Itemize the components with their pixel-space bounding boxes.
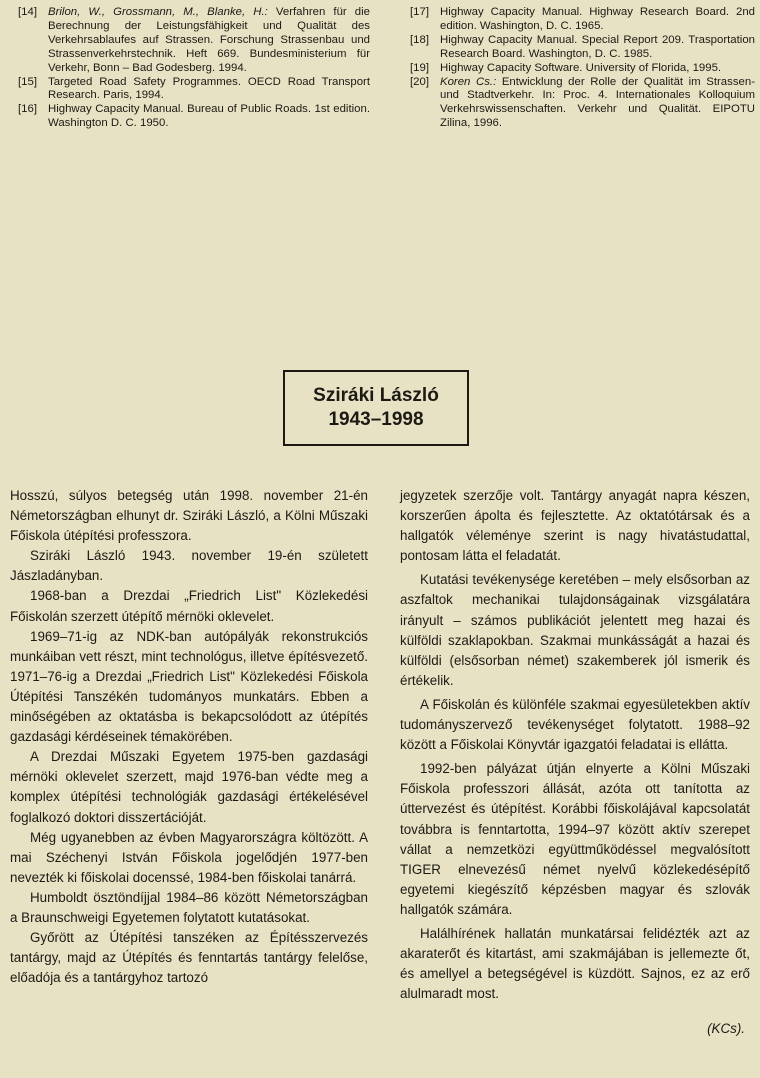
reference-item xyxy=(18,76,370,104)
paragraph: 1968-ban a Drezdai „Friedrich List" Közlekedési Főiskolán szerzett útépítő mérnöki oklevelet. xyxy=(10,588,368,624)
reference-number: [16] xyxy=(18,103,37,116)
reference-text: Entwicklung der Rolle der Qualität im Strassen- und Stadtverkehr. In: Proc. 4. Internationales Kolloquium Verkehrswissenschaften. Verkehr und Qualität. EIPOTU Zilina, 1996. xyxy=(440,75,755,130)
paragraph: Hosszú, súlyos betegség után 1998. november 21-én Németországban elhunyt dr. Sziráki László, a Kölni Műszaki Főiskola útépítési professzora. xyxy=(10,488,368,544)
references-right xyxy=(410,6,755,131)
reference-item xyxy=(410,62,755,76)
paragraph: Humboldt ösztöndíjjal 1984–86 között Németországban a Braunschweigi Egyetemen folytatott kutatásokat. xyxy=(10,889,368,925)
reference-item xyxy=(410,6,755,34)
reference-item xyxy=(410,34,755,62)
reference-number: [17] xyxy=(410,6,429,18)
reference-item xyxy=(18,6,370,76)
right-column xyxy=(400,486,750,1004)
paragraph: Halálhírének hallatán munkatársai felidézték azt az akaraterőt és kitartást, ami szakmájában is jellemezte őt, és amellyel a betegségével is küzdött. Sajnos, ez az erő alulmaradt most. xyxy=(400,925,750,1002)
reference-item xyxy=(18,103,370,131)
reference-author: Brilon, W., Grossmann, M., Blanke, H.: xyxy=(48,6,268,18)
reference-text: Highway Capacity Manual. Highway Research Board. 2nd edition. Washington, D. C. 1965. xyxy=(440,6,755,32)
reference-number: [19] xyxy=(410,61,429,74)
reference-text: Highway Capacity Manual. Special Report 209. Trasportation Research Board. Washington, D. C. 1985. xyxy=(440,33,755,60)
reference-item xyxy=(410,76,755,132)
reference-author: Koren Cs.: xyxy=(440,75,497,88)
obituary-years: 1943–1998 xyxy=(328,409,424,430)
references-left xyxy=(18,6,370,131)
paragraph: Kutatási tevékenysége keretében – mely elsősorban az aszfaltok mechanikai tulajdonságainak vizsgálatára irányult – számos publikációt jelentett meg hazai és külföldi szaklapokban. Szakmai munkásságát a hazai és külföldi (elsősorban német) szakemberek jól ismerik és értékelik. xyxy=(400,572,750,688)
reference-number: [20] xyxy=(410,75,429,88)
obituary-name: Sziráki László xyxy=(313,385,439,406)
reference-number: [15] xyxy=(18,75,37,88)
paragraph: jegyzetek szerzője volt. Tantárgy anyagát napra készen, korszerűen ápolta és fejlesztette. Az oktatótársak és a hallgatók véleménye szerint is nagy hivatástudattal, pontosam látta el feladatát. xyxy=(400,488,750,564)
paragraph: 1992-ben pályázat útján elnyerte a Kölni Műszaki Főiskola professzori állását, azóta ott tanította az úttervezést és útépítést. Korábbi főiskolájával kapcsolatát továbbra is fenntartotta, 1994–97 között aktív szerepet vállat a nemzetközi együttműködéssel megvalósított TIGER elnevezésű német nyelvű közlekedésépítő egyetemi kiegészítő képzésben magyar és szlovák hallgatók számára. xyxy=(400,761,750,917)
reference-number: [14] xyxy=(18,6,37,18)
left-column xyxy=(10,486,368,988)
reference-text: Targeted Road Safety Programmes. OECD Road Transport Research. Paris, 1994. xyxy=(48,75,370,102)
paragraph: Győrött az Útépítési tanszéken az Építésszervezés tantárgy, majd az Útépítés és fenntartás tantárgy felelőse, előadója és a tantárgyhoz tartozó xyxy=(10,930,368,986)
reference-number: [18] xyxy=(410,33,429,46)
obituary-title-box xyxy=(283,370,469,446)
reference-text: Highway Capacity Software. University of Florida, 1995. xyxy=(440,61,722,74)
paragraph: A Főiskolán és különféle szakmai egyesületekben aktív tudományszervező tevékenységet folytatott. 1988–92 között a Főiskolai Könyvtár igazgatói feladatai is ellátta. xyxy=(400,696,750,753)
author-signature: (KCs). xyxy=(707,1021,745,1036)
paragraph: Még ugyanebben az évben Magyarországra költözött. A mai Széchenyi István Főiskola jogelődjén 1977-ben nevezték ki főiskolai docenssé, 1984-ben főiskolai tanárrá. xyxy=(10,829,368,885)
paragraph: 1969–71-ig az NDK-ban autópályák rekonstrukciós munkáiban vett részt, mint technológus, illetve építésvezető. 1971–76-ig a Drezdai „Friedrich List" Közlekedési Főiskola Útépítési Tanszékén tudományos munkatárs. Ebben a minőségében az oktatásba is bekapcsolódott az útépítés gazdasági kérdéseinek témakörében. xyxy=(10,628,368,745)
paragraph: Sziráki László 1943. november 19-én született Jászladányban. xyxy=(10,548,368,584)
reference-text: Highway Capacity Manual. Bureau of Public Roads. 1st edition. Washington D. C. 1950. xyxy=(48,103,370,130)
reference-text: Verfahren für die Berechnung der Leistungsfähigkeit und Qualität des Verkehrsablaufes auf Strassen. Forschung Strassenbau und Strassenverkehrstechnik. Heft 669. Bundesministerium für Verkehr, Bonn – Bad Godesberg. 1994. xyxy=(48,6,370,74)
paragraph: A Drezdai Műszaki Egyetem 1975-ben gazdasági mérnöki oklevelet szerzett, majd 1976-ban védte meg a komplex útépítési technológiák gazdasági értékelésével foglalkozó doktori disszertációját. xyxy=(10,749,368,825)
